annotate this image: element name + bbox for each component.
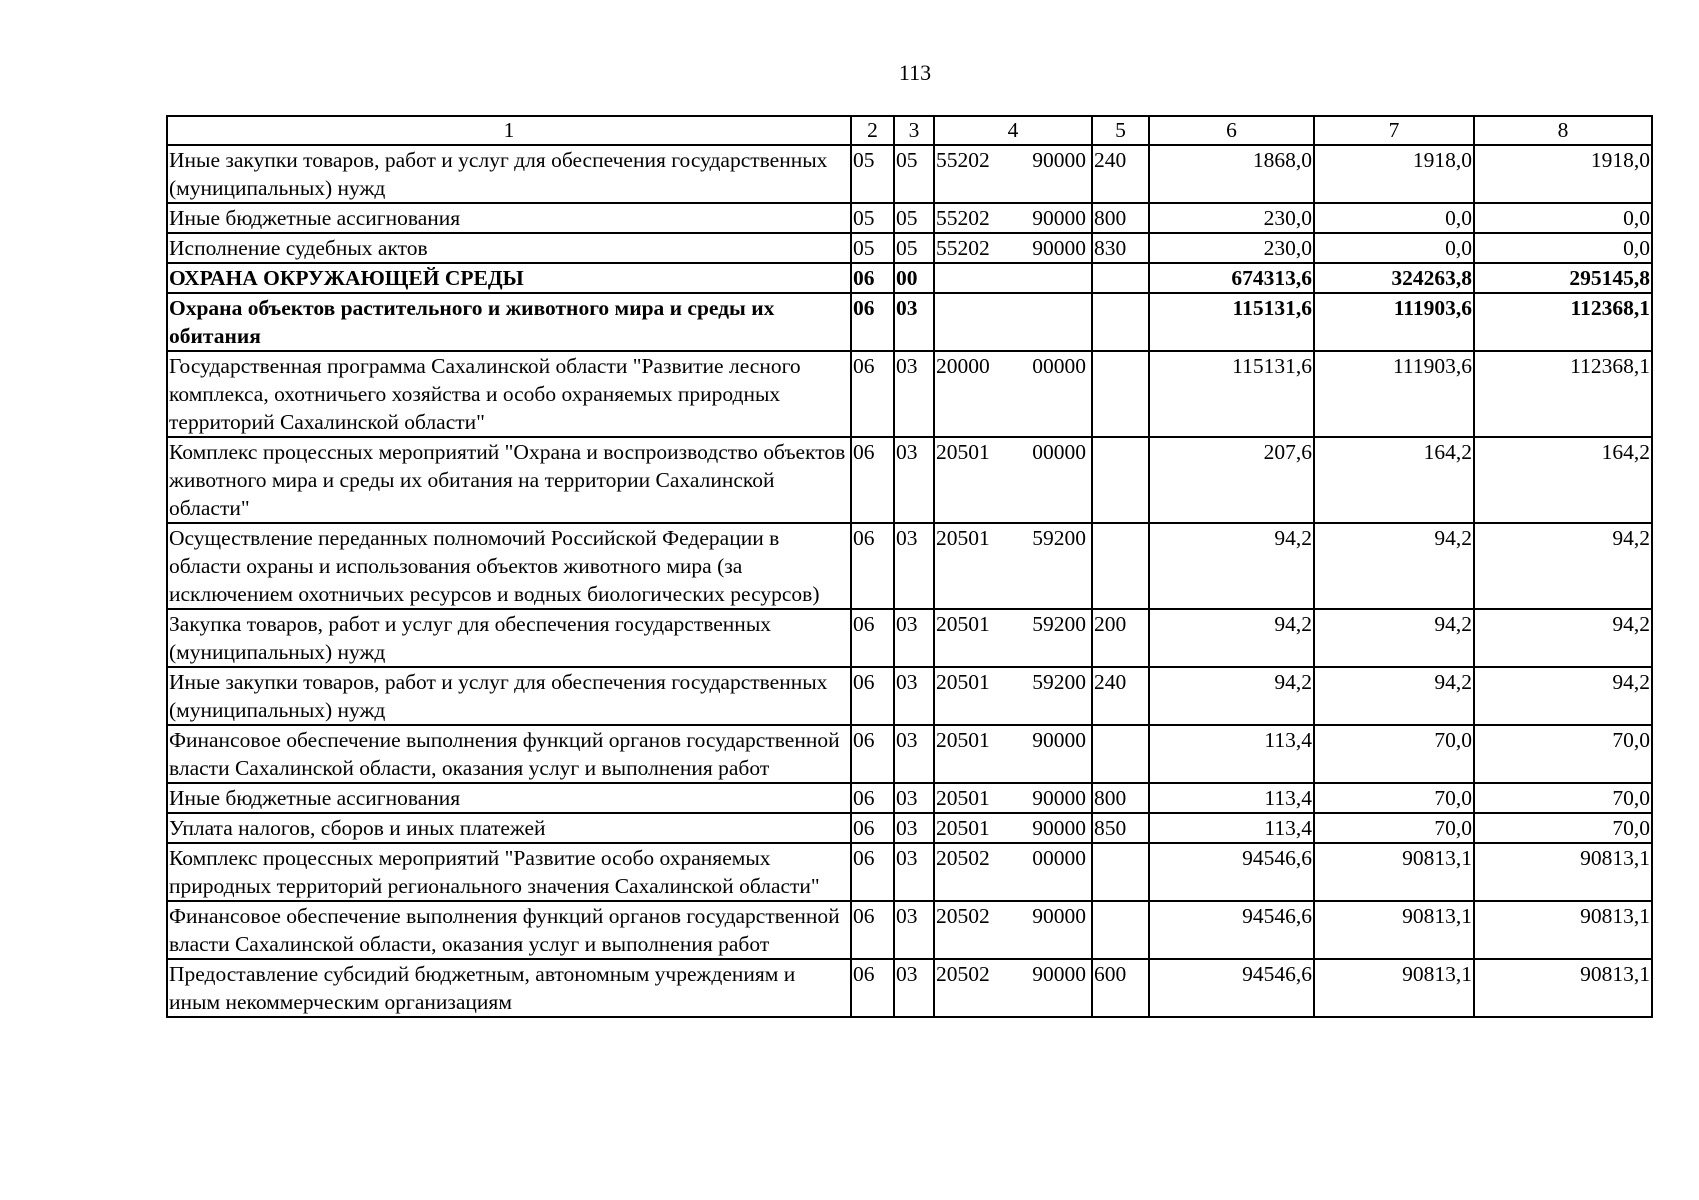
subsection-code: 03 <box>894 293 934 351</box>
target-article-part-a: 20502 <box>936 904 990 928</box>
target-article-part-a: 20501 <box>936 440 990 464</box>
section-code: 06 <box>851 843 894 901</box>
subsection-code: 05 <box>894 145 934 203</box>
target-article-part-b: 59200 <box>1032 670 1086 694</box>
amount-col-6: 115131,6 <box>1149 293 1314 351</box>
expense-type-code <box>1092 351 1149 437</box>
amount-col-6: 94546,6 <box>1149 843 1314 901</box>
target-article-part-b: 90000 <box>1032 786 1086 810</box>
amount-col-6: 94546,6 <box>1149 901 1314 959</box>
row-name: Комплекс процессных мероприятий "Развитие особо охраняемых природных территорий регионального значения Сахалинской области" <box>167 843 851 901</box>
section-code: 06 <box>851 813 894 843</box>
target-article-code <box>934 843 1092 901</box>
expense-type-code: 850 <box>1092 813 1149 843</box>
table-row <box>167 523 1652 609</box>
row-name: Охрана объектов растительного и животного мира и среды их обитания <box>167 293 851 351</box>
target-article-code <box>934 203 1092 233</box>
expense-type-code <box>1092 901 1149 959</box>
expense-type-code <box>1092 523 1149 609</box>
amount-col-7: 111903,6 <box>1314 351 1474 437</box>
subsection-code: 03 <box>894 523 934 609</box>
amount-col-7: 94,2 <box>1314 523 1474 609</box>
target-article-part-b: 00000 <box>1032 354 1086 378</box>
section-code: 06 <box>851 901 894 959</box>
expense-type-code: 830 <box>1092 233 1149 263</box>
expense-type-code: 800 <box>1092 203 1149 233</box>
target-article-part-a: 55202 <box>936 148 990 172</box>
header-cell: 4 <box>934 116 1092 145</box>
header-cell: 1 <box>167 116 851 145</box>
table-row <box>167 783 1652 813</box>
section-code: 06 <box>851 959 894 1017</box>
target-article-part-b: 90000 <box>1032 206 1086 230</box>
amount-col-6: 113,4 <box>1149 783 1314 813</box>
expense-type-code <box>1092 437 1149 523</box>
target-article-code <box>934 293 1092 351</box>
amount-col-8: 0,0 <box>1474 233 1652 263</box>
amount-col-7: 70,0 <box>1314 783 1474 813</box>
amount-col-6: 115131,6 <box>1149 351 1314 437</box>
subsection-code: 03 <box>894 437 934 523</box>
target-article-part-a: 20501 <box>936 612 990 636</box>
target-article-code <box>934 901 1092 959</box>
amount-col-7: 70,0 <box>1314 725 1474 783</box>
amount-col-6: 113,4 <box>1149 813 1314 843</box>
expense-type-code: 800 <box>1092 783 1149 813</box>
target-article-part-b: 90000 <box>1032 816 1086 840</box>
target-article-code <box>934 959 1092 1017</box>
amount-col-7: 0,0 <box>1314 233 1474 263</box>
expense-type-code: 240 <box>1092 145 1149 203</box>
row-name: Иные бюджетные ассигнования <box>167 203 851 233</box>
row-name: Исполнение судебных актов <box>167 233 851 263</box>
row-name: Финансовое обеспечение выполнения функций органов государственной власти Сахалинской области, оказания услуг и выполнения работ <box>167 901 851 959</box>
expense-type-code <box>1092 843 1149 901</box>
amount-col-6: 94546,6 <box>1149 959 1314 1017</box>
section-code: 06 <box>851 437 894 523</box>
amount-col-8: 295145,8 <box>1474 263 1652 293</box>
section-code: 06 <box>851 667 894 725</box>
header-cell: 8 <box>1474 116 1652 145</box>
target-article-part-a: 55202 <box>936 236 990 260</box>
budget-table <box>166 115 1653 1018</box>
table-row <box>167 263 1652 293</box>
amount-col-6: 94,2 <box>1149 609 1314 667</box>
target-article-code <box>934 145 1092 203</box>
amount-col-6: 674313,6 <box>1149 263 1314 293</box>
target-article-part-b: 90000 <box>1032 904 1086 928</box>
amount-col-8: 90813,1 <box>1474 843 1652 901</box>
amount-col-8: 94,2 <box>1474 667 1652 725</box>
table-header-row <box>167 116 1652 145</box>
row-name: Иные закупки товаров, работ и услуг для обеспечения государственных (муниципальных) нужд <box>167 145 851 203</box>
subsection-code: 03 <box>894 843 934 901</box>
table-row <box>167 813 1652 843</box>
target-article-part-a: 20501 <box>936 728 990 752</box>
target-article-code <box>934 725 1092 783</box>
table-row <box>167 959 1652 1017</box>
section-code: 06 <box>851 523 894 609</box>
target-article-part-b: 90000 <box>1032 148 1086 172</box>
section-code: 05 <box>851 233 894 263</box>
amount-col-6: 94,2 <box>1149 667 1314 725</box>
amount-col-8: 70,0 <box>1474 783 1652 813</box>
target-article-part-a: 20502 <box>936 962 990 986</box>
amount-col-8: 94,2 <box>1474 609 1652 667</box>
subsection-code: 00 <box>894 263 934 293</box>
amount-col-6: 230,0 <box>1149 233 1314 263</box>
subsection-code: 03 <box>894 351 934 437</box>
row-name: Иные закупки товаров, работ и услуг для обеспечения государственных (муниципальных) нужд <box>167 667 851 725</box>
target-article-code <box>934 667 1092 725</box>
target-article-code <box>934 263 1092 293</box>
row-name: ОХРАНА ОКРУЖАЮЩЕЙ СРЕДЫ <box>167 263 851 293</box>
header-cell: 2 <box>851 116 894 145</box>
amount-col-8: 112368,1 <box>1474 351 1652 437</box>
row-name: Уплата налогов, сборов и иных платежей <box>167 813 851 843</box>
section-code: 06 <box>851 609 894 667</box>
expense-type-code: 200 <box>1092 609 1149 667</box>
table-row <box>167 725 1652 783</box>
amount-col-7: 0,0 <box>1314 203 1474 233</box>
expense-type-code <box>1092 725 1149 783</box>
target-article-part-b: 00000 <box>1032 440 1086 464</box>
section-code: 06 <box>851 783 894 813</box>
table-row <box>167 145 1652 203</box>
section-code: 05 <box>851 145 894 203</box>
target-article-code <box>934 783 1092 813</box>
table-row <box>167 437 1652 523</box>
subsection-code: 05 <box>894 203 934 233</box>
amount-col-7: 90813,1 <box>1314 959 1474 1017</box>
target-article-part-b: 90000 <box>1032 728 1086 752</box>
amount-col-8: 94,2 <box>1474 523 1652 609</box>
header-cell: 6 <box>1149 116 1314 145</box>
amount-col-6: 207,6 <box>1149 437 1314 523</box>
row-name: Комплекс процессных мероприятий "Охрана и воспроизводство объектов животного мира и среды их обитания на территории Сахалинской области" <box>167 437 851 523</box>
table-row <box>167 609 1652 667</box>
row-name: Финансовое обеспечение выполнения функций органов государственной власти Сахалинской области, оказания услуг и выполнения работ <box>167 725 851 783</box>
amount-col-8: 90813,1 <box>1474 901 1652 959</box>
target-article-code <box>934 609 1092 667</box>
amount-col-7: 324263,8 <box>1314 263 1474 293</box>
subsection-code: 03 <box>894 783 934 813</box>
amount-col-8: 90813,1 <box>1474 959 1652 1017</box>
table-row <box>167 843 1652 901</box>
table-row <box>167 351 1652 437</box>
target-article-part-a: 20000 <box>936 354 990 378</box>
subsection-code: 03 <box>894 609 934 667</box>
table-body <box>167 145 1652 1017</box>
target-article-code <box>934 523 1092 609</box>
row-name: Государственная программа Сахалинской области "Развитие лесного комплекса, охотничьего хозяйства и особо охраняемых природных территорий Сахалинской области" <box>167 351 851 437</box>
subsection-code: 03 <box>894 813 934 843</box>
target-article-code <box>934 351 1092 437</box>
subsection-code: 05 <box>894 233 934 263</box>
expense-type-code <box>1092 293 1149 351</box>
table-row <box>167 667 1652 725</box>
amount-col-7: 90813,1 <box>1314 843 1474 901</box>
target-article-part-b: 90000 <box>1032 236 1086 260</box>
expense-type-code: 600 <box>1092 959 1149 1017</box>
table-row <box>167 233 1652 263</box>
amount-col-8: 70,0 <box>1474 725 1652 783</box>
amount-col-6: 94,2 <box>1149 523 1314 609</box>
amount-col-8: 0,0 <box>1474 203 1652 233</box>
amount-col-7: 164,2 <box>1314 437 1474 523</box>
amount-col-7: 94,2 <box>1314 667 1474 725</box>
target-article-code <box>934 813 1092 843</box>
target-article-part-a: 20501 <box>936 816 990 840</box>
subsection-code: 03 <box>894 959 934 1017</box>
subsection-code: 03 <box>894 667 934 725</box>
table-row <box>167 293 1652 351</box>
target-article-part-b: 59200 <box>1032 526 1086 550</box>
row-name: Предоставление субсидий бюджетным, автономным учреждениям и иным некоммерческим организациям <box>167 959 851 1017</box>
target-article-part-a: 20501 <box>936 526 990 550</box>
table-row <box>167 203 1652 233</box>
amount-col-6: 1868,0 <box>1149 145 1314 203</box>
header-cell: 7 <box>1314 116 1474 145</box>
amount-col-7: 90813,1 <box>1314 901 1474 959</box>
expense-type-code: 240 <box>1092 667 1149 725</box>
expense-type-code <box>1092 263 1149 293</box>
amount-col-7: 94,2 <box>1314 609 1474 667</box>
amount-col-6: 230,0 <box>1149 203 1314 233</box>
amount-col-8: 70,0 <box>1474 813 1652 843</box>
amount-col-6: 113,4 <box>1149 725 1314 783</box>
amount-col-7: 111903,6 <box>1314 293 1474 351</box>
row-name: Закупка товаров, работ и услуг для обеспечения государственных (муниципальных) нужд <box>167 609 851 667</box>
subsection-code: 03 <box>894 725 934 783</box>
section-code: 06 <box>851 293 894 351</box>
target-article-part-b: 90000 <box>1032 962 1086 986</box>
section-code: 06 <box>851 725 894 783</box>
target-article-part-a: 20501 <box>936 786 990 810</box>
amount-col-7: 70,0 <box>1314 813 1474 843</box>
target-article-part-a: 20501 <box>936 670 990 694</box>
target-article-part-a: 20502 <box>936 846 990 870</box>
target-article-code <box>934 233 1092 263</box>
target-article-part-b: 59200 <box>1032 612 1086 636</box>
target-article-part-a: 55202 <box>936 206 990 230</box>
amount-col-7: 1918,0 <box>1314 145 1474 203</box>
target-article-part-b: 00000 <box>1032 846 1086 870</box>
section-code: 06 <box>851 351 894 437</box>
amount-col-8: 112368,1 <box>1474 293 1652 351</box>
subsection-code: 03 <box>894 901 934 959</box>
section-code: 06 <box>851 263 894 293</box>
amount-col-8: 1918,0 <box>1474 145 1652 203</box>
row-name: Иные бюджетные ассигнования <box>167 783 851 813</box>
header-cell: 3 <box>894 116 934 145</box>
table-row <box>167 901 1652 959</box>
section-code: 05 <box>851 203 894 233</box>
page-number: 113 <box>898 60 932 85</box>
amount-col-8: 164,2 <box>1474 437 1652 523</box>
target-article-code <box>934 437 1092 523</box>
row-name: Осуществление переданных полномочий Российской Федерации в области охраны и использования объектов животного мира (за исключением охотничьих ресурсов и водных биологических ресурсов) <box>167 523 851 609</box>
header-cell: 5 <box>1092 116 1149 145</box>
